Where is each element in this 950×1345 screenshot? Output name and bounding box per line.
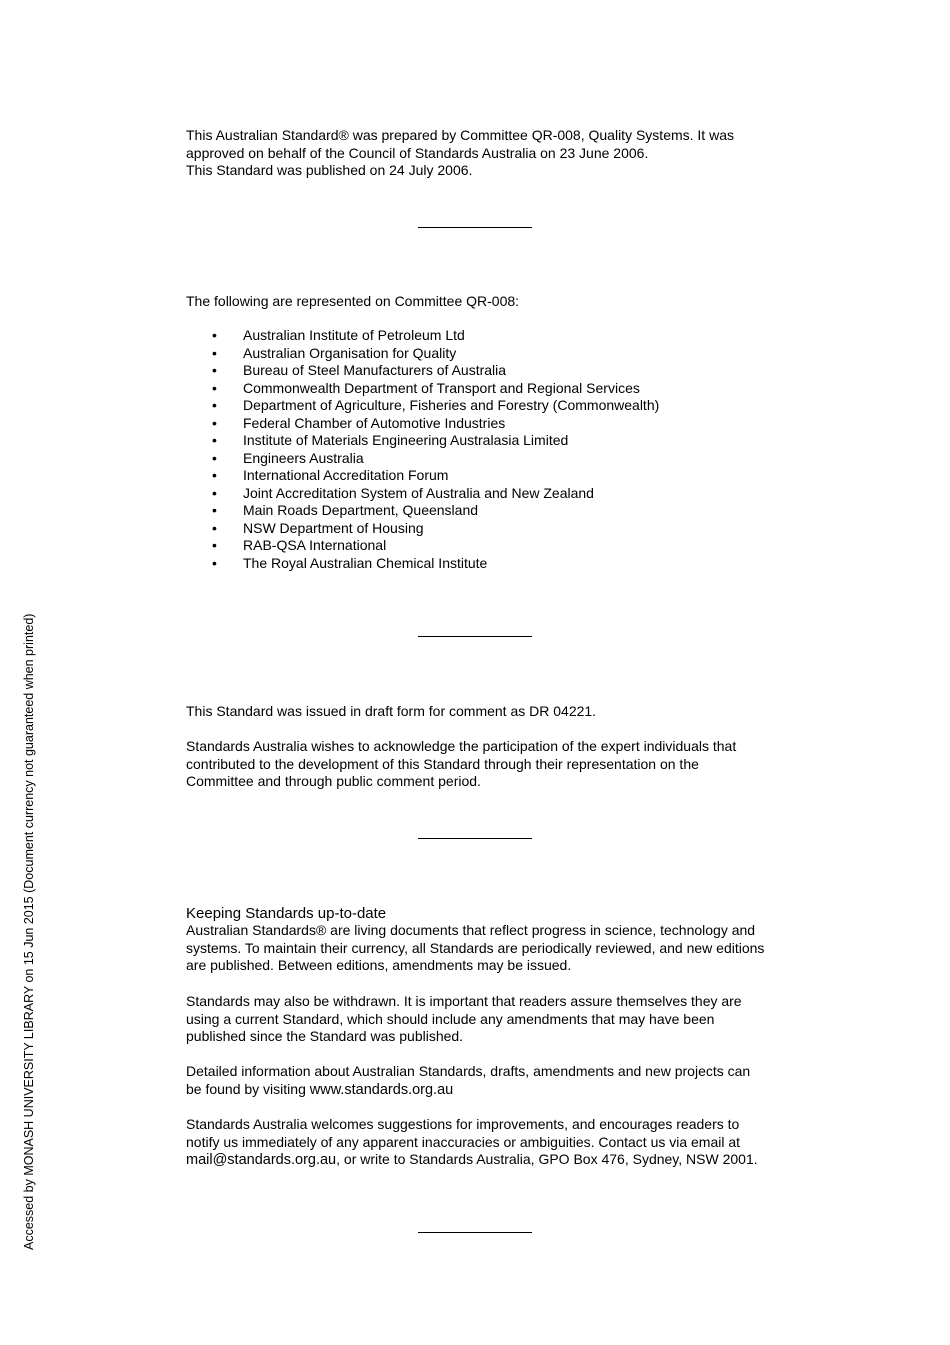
section-divider: [418, 1232, 532, 1233]
paragraph-line: are published. Between editions, amendments may be issued.: [186, 957, 572, 973]
member-name: Bureau of Steel Manufacturers of Australia: [243, 362, 507, 378]
member-name: Department of Agriculture, Fisheries and Forestry (Commonwealth): [243, 397, 660, 413]
list-item: [212, 520, 659, 538]
member-name: The Royal Australian Chemical Institute: [243, 554, 488, 571]
paragraph-suggestions: [186, 1116, 776, 1170]
intro-line: approved on behalf of the Council of Standards Australia on 23 June 2006.: [186, 144, 649, 161]
committee-member-list: [212, 327, 659, 572]
member-name: Institute of Materials Engineering Australasia Limited: [243, 432, 569, 448]
paragraph-living-documents: [186, 922, 776, 975]
bullet-icon: •: [212, 327, 217, 343]
list-item: [212, 555, 659, 573]
section-title: Keeping Standards up-to-date: [186, 905, 387, 922]
list-item: [212, 502, 659, 520]
member-name: Federal Chamber of Automotive Industries: [243, 414, 506, 431]
access-watermark: Accessed by MONASH UNIVERSITY LIBRARY on 15 Jun 2015 (Document currency not guaranteed when printed): [22, 613, 36, 1250]
paragraph-line: systems. To maintain their currency, all Standards are periodically reviewed, and new editions: [186, 939, 765, 956]
member-name: RAB-QSA International: [243, 537, 387, 553]
intro-line: This Standard was published on 24 July 2006.: [186, 162, 473, 178]
bullet-icon: •: [212, 449, 217, 466]
list-item: [212, 415, 659, 433]
bullet-icon: •: [212, 554, 217, 571]
member-name: Main Roads Department, Queensland: [243, 502, 479, 518]
section-divider: [418, 838, 532, 839]
list-item: [212, 432, 659, 450]
member-name: Joint Accreditation System of Australia and New Zealand: [243, 484, 594, 501]
bullet-icon: •: [212, 344, 217, 361]
paragraph-line: Standards Australia welcomes suggestions for improvements, and encourages readers to: [186, 1116, 740, 1132]
bullet-icon: •: [212, 397, 217, 413]
paragraph-line: [186, 1151, 776, 1170]
paragraph-line: notify us immediately of any apparent inaccuracies or ambiguities. Contact us via email at: [186, 1133, 741, 1150]
intro-line: This Australian Standard® was prepared by Committee QR-008, Quality Systems. It was: [186, 127, 734, 143]
bullet-icon: •: [212, 379, 217, 396]
ack-line: Standards Australia wishes to acknowledge the participation of the expert individuals that: [186, 738, 737, 754]
ack-line: contributed to the development of this Standard through their representation on the: [186, 755, 699, 772]
ack-line: Committee and through public comment period.: [186, 773, 481, 789]
list-item: [212, 327, 659, 345]
committee-heading: The following are represented on Committee QR-008:: [186, 293, 520, 309]
email-link[interactable]: mail@standards.org.au: [186, 1152, 337, 1168]
bullet-icon: •: [212, 484, 217, 501]
draft-notice: This Standard was issued in draft form for comment as DR 04221.: [186, 703, 597, 719]
bullet-icon: •: [212, 362, 217, 378]
member-name: International Accreditation Forum: [243, 467, 449, 483]
paragraph-line: using a current Standard, which should include any amendments that may have been: [186, 1010, 715, 1027]
paragraph-text: be found by visiting: [186, 1080, 310, 1097]
list-item: [212, 397, 659, 415]
paragraph-detailed-info: [186, 1063, 776, 1099]
list-item: [212, 467, 659, 485]
list-item: [212, 345, 659, 363]
member-name: Australian Organisation for Quality: [243, 344, 457, 361]
acknowledgement-paragraph: [186, 738, 776, 791]
paragraph-line: Standards may also be withdrawn. It is important that readers assure themselves they are: [186, 993, 742, 1009]
paragraph-line: Australian Standards® are living documents that reflect progress in science, technology and: [186, 922, 756, 938]
bullet-icon: •: [212, 519, 217, 536]
list-item: [212, 362, 659, 380]
bullet-icon: •: [212, 467, 217, 483]
list-item: [212, 537, 659, 555]
bullet-icon: •: [212, 432, 217, 448]
member-name: NSW Department of Housing: [243, 519, 424, 536]
section-divider: [418, 636, 532, 637]
section-divider: [418, 227, 532, 228]
member-name: Commonwealth Department of Transport and Regional Services: [243, 379, 640, 396]
website-link[interactable]: www.standards.org.au: [309, 1081, 454, 1098]
paragraph-withdrawn: [186, 993, 776, 1046]
paragraph-text: , or write to Standards Australia, GPO Box 476, Sydney, NSW 2001.: [336, 1151, 758, 1167]
list-item: [212, 380, 659, 398]
paragraph-line: [186, 1081, 776, 1100]
bullet-icon: •: [212, 537, 217, 553]
list-item: [212, 450, 659, 468]
paragraph-line: Detailed information about Australian Standards, drafts, amendments and new projects can: [186, 1063, 751, 1079]
member-name: Australian Institute of Petroleum Ltd: [243, 327, 465, 343]
member-name: Engineers Australia: [243, 449, 364, 466]
list-item: [212, 485, 659, 503]
intro-paragraph: [186, 127, 776, 180]
paragraph-line: published since the Standard was published.: [186, 1028, 464, 1044]
bullet-icon: •: [212, 502, 217, 518]
bullet-icon: •: [212, 414, 217, 431]
